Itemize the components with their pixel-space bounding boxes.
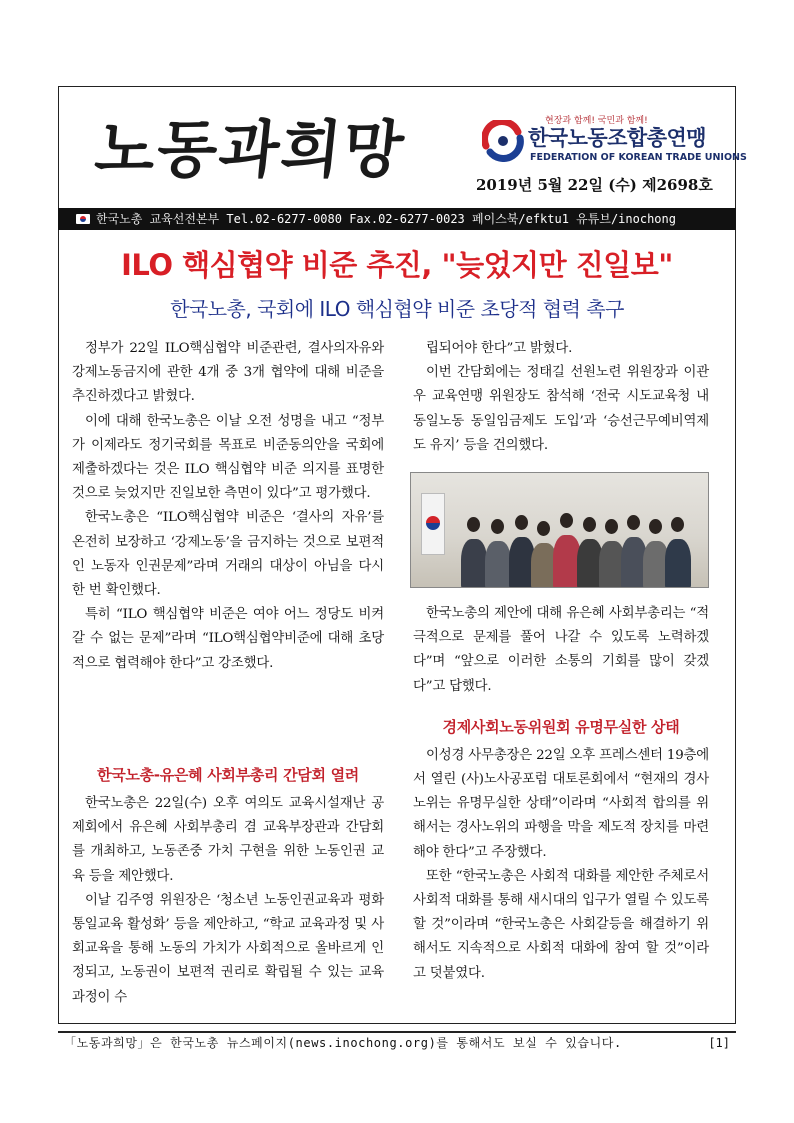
paragraph: 한국노총의 제안에 대해 유은혜 사회부총리는 “적극적으로 문제를 풀어 나갈 수 있도록 노력하겠다”며 “앞으로 이러한 소통의 기회를 많이 갖겠다”고 답했다. [413,606,709,694]
page-number: [1] [708,1036,730,1050]
paragraph: 이에 대해 한국노총은 이날 오전 성명을 내고 “정부가 이제라도 정기국회를 목표로 비준동의안을 국회에 제출하겠다는 것은 ILO 핵심협약 비준 의지를 표명한 것으로 늦었지만 진일보한 측면이 있다”고 평가했다. [72,413,384,502]
federation-slogan: 현장과 함께! 국민과 함께! [545,116,648,126]
paragraph: 한국노총은 “ILO핵심협약 비준은 ‘결사의 자유’를 온전히 보장하고 ‘강제노동’을 금지하는 것으로 보편적인 노동자 인권문제”라며 거래의 대상이 아님을 다시 한 번 확인했다. [72,510,384,599]
paragraph: 이성경 사무총장은 22일 오후 프레스센터 19층에서 열린 (사)노사공포럼 대토론회에서 “현재의 경사노위는 유명무실한 상태”이라며 “사회적 합의를 위해서는 경사노위의 파행을 막을 제도적 장치를 마련해야 한다”고 주장했다. [413,747,709,860]
section-title: 경제사회노동위원회 유명무실한 상태 [442,717,680,736]
fktu-logo-icon [482,120,524,162]
paragraph: 이번 간담회에는 정태길 선원노련 위원장과 이관우 교육연맹 위원장도 참석해 ‘전국 시도교육청 내 동일노동 동일임금제도 도입’과 ‘승선근무예비역제도 유지’ 등을 건의했다. [413,365,709,453]
meeting-photo [410,472,709,588]
paragraph: 특히 “ILO 핵심협약 비준은 여야 어느 정당도 비켜갈 수 없는 문제”라며 “ILO핵심협약비준에 대해 초당적으로 협력해야 한다”고 강조했다. [72,607,384,671]
paragraph: 정부가 22일 ILO핵심협약 비준관련, 결사의자유와 강제노동금지에 관한 4개 중 3개 협약에 대해 비준을 추진하겠다고 밝혔다. [72,341,384,405]
taegeuk-flag-icon [76,214,90,224]
footer-text: 「노동과희망」은 한국노총 뉴스페이지(news.inochong.org)를 통해서도 보실 수 있습니다. [64,1036,622,1050]
right-column-continuation [413,337,709,458]
section-title: 한국노총-유은혜 사회부총리 간담회 열려 [97,766,359,784]
contact-bar [58,208,736,230]
newspaper-title: 노동과희망 [91,113,409,186]
korean-flag-icon [421,493,445,555]
paragraph: 한국노총은 22일(수) 오후 여의도 교육시설재난 공제회에서 유은혜 사회부총리 겸 교육부장관과 간담회를 개최하고, 노동존중 가치 구현을 위한 노동인권 교육 등을 제안했다. [72,796,384,884]
paragraph: 이날 김주영 위원장은 ‘청소년 노동인권교육과 평화 통일교육 활성화’ 등을 제안하고, “학교 교육과정 및 사회교육을 통해 노동의 가치가 사회적으로 올바르게 인정되고, 노동권이 보편적 권리로 확립될 수 있는 교육과정이 수 [72,892,384,1005]
paragraph: 립되어야 한다”고 밝혔다. [426,341,573,356]
footer [58,1031,736,1053]
left-column-article [72,337,384,676]
federation-name-english: FEDERATION OF KOREAN TRADE UNIONS [530,152,747,163]
main-headline: ILO 핵심협약 비준 추진, "늦었지만 진일보" [121,248,673,282]
right-column-article [413,602,709,986]
federation-name-korean: 한국노동조합총연맹 [528,126,707,150]
sub-headline: 한국노총, 국회에 ILO 핵심협약 비준 초당적 협력 촉구 [170,297,624,321]
paragraph: 또한 “한국노총은 사회적 대화를 제안한 주체로서 사회적 대화를 통해 새시대의 입구가 열릴 수 있도록 할 것”이라며 “한국노총은 사회갈등을 해결하기 위해서도 지속적으로 사회적 대화에 참여 할 것”이라고 덧붙였다. [413,868,709,981]
issue-date-number: 2019년 5월 22일 (수) 제2698호 [476,176,713,194]
contact-text: 한국노총 교육선전본부 Tel.02-6277-0080 Fax.02-6277-0023 페이스북/efktu1 유튜브/inochong [96,212,676,226]
section-meeting [72,763,384,1010]
